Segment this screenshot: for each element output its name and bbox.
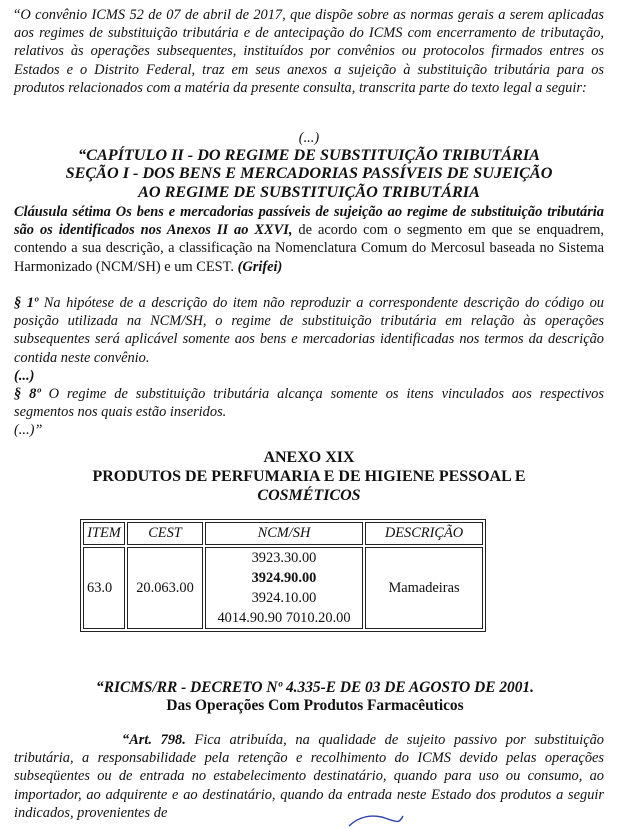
- clause-bold-text: Cláusula sétima Os bens e mercadorias passíveis de sujeição ao regime de substituição tributária são os identificados nos Anexos II ao XXVI,: [14, 204, 604, 239]
- intro-text: O convênio ICMS 52 de 07 de abril de 2017, que dispõe sobre as normas gerais a serem aplicadas aos regimes de substituição tributária e de antecipação do ICMS com encerramento de tributação, relativos às operações subsequentes, instituídos por convênios ou protocolos firmados entres os Estados e o Distrito Federal, traz em seus anexos a sujeição à substituição tributária para os produtos relacionados com a matéria da presente consulta, transcrita parte do texto legal a seguir:: [14, 7, 604, 96]
- cell-item: 63.0: [83, 547, 125, 629]
- paragraph-1: [14, 294, 604, 367]
- paragraph-8-label: § 8º: [14, 386, 41, 402]
- paragraph-8: [14, 385, 604, 421]
- intro-ellipsis: (...): [298, 130, 320, 146]
- paragraph-1-text: Na hipótese de a descrição do item não reproduzir a correspondente descrição do código ou posição utilizada na NCM/SH, o regime de substituição tributária em relação às operações subsequentes será aplicável somente aos bens e mercadorias identificadas nos termos da descrição contida neste convênio.: [14, 295, 604, 366]
- header-cest: CEST: [127, 522, 203, 545]
- chapter-heading: [14, 146, 604, 201]
- cell-ncm: [205, 547, 363, 629]
- chapter-line-1: “CAPÍTULO II - DO REGIME DE SUBSTITUIÇÃO TRIBUTÁRIA: [78, 146, 540, 164]
- open-quote: “: [14, 7, 21, 23]
- ncm-code: 4014.90.90 7010.20.00: [217, 610, 351, 626]
- signature-mark: [345, 812, 405, 828]
- ncm-code: 3923.30.00: [251, 550, 317, 566]
- article-798-paragraph: [14, 731, 604, 822]
- header-item: ITEM: [83, 522, 125, 545]
- chapter-line-2: SEÇÃO I - DOS BENS E MERCADORIAS PASSÍVEIS DE SUJEIÇÃO: [65, 164, 553, 183]
- closing-ellipsis: (...)”: [14, 422, 43, 438]
- article-798-label: “Art. 798.: [122, 732, 186, 748]
- annex-title: ANEXO XIX: [263, 449, 355, 466]
- ncm-code: 3924.10.00: [251, 590, 317, 606]
- cell-cest: 20.063.00: [127, 547, 203, 629]
- article-798-text: Fica atribuída, na qualidade de sujeito passivo por substituição tributária, a responsabilidade pela retenção e recolhimento do ICMS devido pelas operações subseqüentes ou de entrada no estabelecimento destinatário, quando para uso ou consumo, ao importador, ao adquirente e ao destinatário, quando da entrada neste Estado dos produtos a seguir indicados, provenientes de: [14, 732, 604, 821]
- table-header-row: [83, 522, 483, 545]
- clause-seventh-paragraph: [14, 203, 604, 276]
- table-row: [83, 547, 483, 629]
- paragraph-1-label: § 1º: [14, 295, 39, 311]
- ricms-subtitle: Das Operações Com Produtos Farmacêuticos: [166, 697, 464, 714]
- intro-paragraph: [14, 6, 604, 97]
- annex-heading: [14, 448, 604, 505]
- bold-ellipsis: (...): [14, 368, 35, 384]
- ncm-code-highlighted: 3924.90.00: [251, 570, 317, 586]
- annex-subtitle: PRODUTOS DE PERFUMARIA E DE HIGIENE PESSOAL E: [92, 468, 526, 485]
- clause-normal-text: de acordo com o segmento em que se enquadrem, contendo a sua descrição, a classificação na Nomenclatura Comum do Mercosul baseada no Sistema Harmonizado (NCM/SH) e um CEST.: [14, 222, 604, 275]
- header-descricao: DESCRIÇÃO: [365, 522, 483, 545]
- header-ncm: NCM/SH: [205, 522, 363, 545]
- cell-descricao: Mamadeiras: [365, 547, 483, 629]
- grifei-label: (Grifei): [233, 258, 283, 275]
- annex-table: [80, 519, 486, 632]
- paragraph-8-text: O regime de substituição tributária alcança somente os itens vinculados aos respectivos segmentos nos quais estão inseridos.: [14, 386, 604, 421]
- chapter-line-3: AO REGIME DE SUBSTITUIÇÃO TRIBUTÁRIA: [138, 182, 480, 201]
- ricms-title: “RICMS/RR - DECRETO Nº 4.335-E DE 03 DE AGOSTO DE 2001.: [96, 679, 534, 696]
- annex-subtitle-2: COSMÉTICOS: [257, 487, 361, 504]
